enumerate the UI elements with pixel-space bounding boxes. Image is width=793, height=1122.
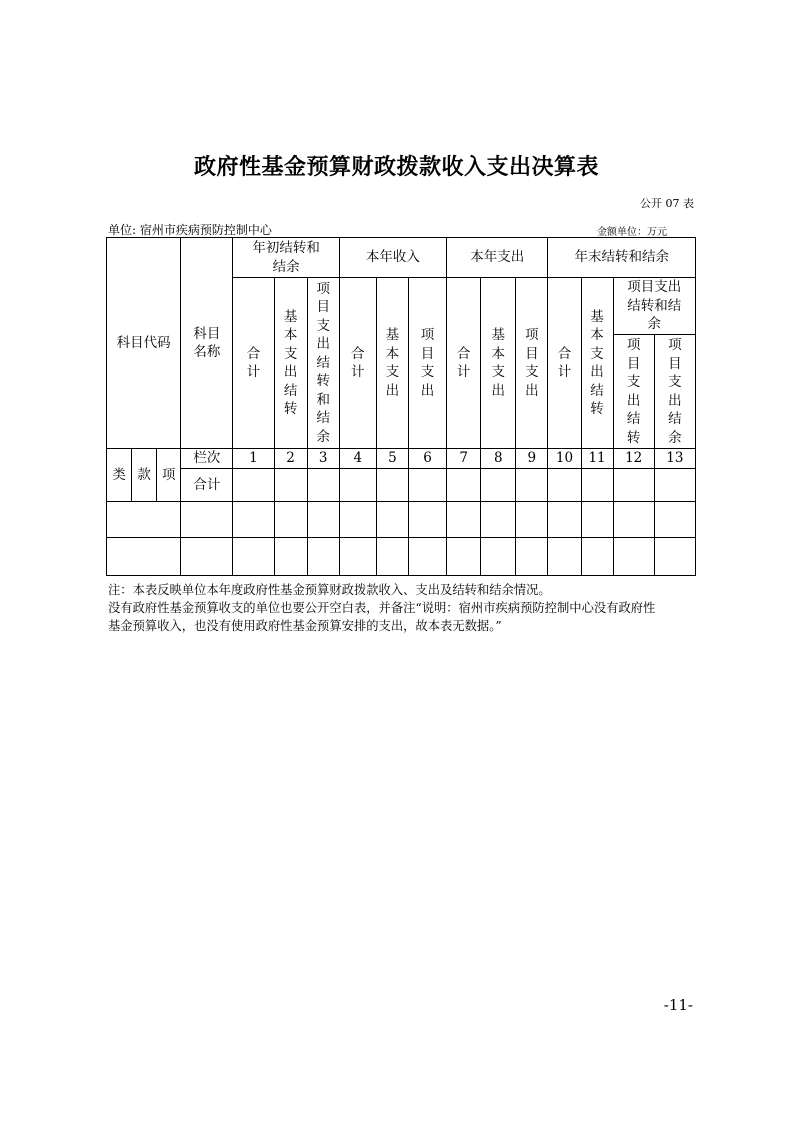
data-cell bbox=[408, 469, 446, 502]
column-number: 12 bbox=[613, 449, 654, 469]
header-group-income: 本年收入 bbox=[339, 238, 446, 278]
data-cell bbox=[274, 538, 307, 576]
data-cell bbox=[654, 502, 695, 538]
column-number: 1 bbox=[233, 449, 274, 469]
header-subject-code: 科目代码 bbox=[107, 238, 181, 449]
data-cell bbox=[516, 502, 548, 538]
header-end-project-surplus: 项目支出结余 bbox=[654, 335, 695, 449]
row-label-lanci: 栏次 bbox=[181, 449, 233, 469]
column-number: 9 bbox=[516, 449, 548, 469]
data-cell bbox=[274, 502, 307, 538]
table-row bbox=[107, 469, 696, 502]
header-expense-total: 合计 bbox=[447, 278, 481, 449]
data-cell bbox=[233, 469, 274, 502]
data-cell bbox=[408, 502, 446, 538]
header-expense-project: 项目支出 bbox=[516, 278, 548, 449]
data-cell bbox=[481, 538, 516, 576]
header-income-total: 合计 bbox=[339, 278, 376, 449]
data-cell bbox=[548, 538, 581, 576]
table-note bbox=[108, 581, 708, 635]
data-cell bbox=[274, 469, 307, 502]
data-cell bbox=[339, 502, 376, 538]
header-end-project-carry: 项目支出结转 bbox=[613, 335, 654, 449]
header-begin-total: 合计 bbox=[233, 278, 274, 449]
header-end-basic: 基本支出结转 bbox=[581, 278, 613, 449]
note-line: 注：本表反映单位本年度政府性基金预算财政拨款收入、支出及结转和结余情况。 bbox=[108, 583, 551, 597]
data-cell bbox=[307, 538, 339, 576]
data-cell bbox=[548, 502, 581, 538]
unit-label: 单位: 宿州市疾病预防控制中心 bbox=[108, 223, 272, 237]
column-number: 2 bbox=[274, 449, 307, 469]
code-xiang: 项 bbox=[157, 449, 181, 502]
header-end-total: 合计 bbox=[548, 278, 581, 449]
code-kuan: 款 bbox=[132, 449, 157, 502]
header-income-basic: 基本支出 bbox=[376, 278, 408, 449]
data-cell bbox=[307, 502, 339, 538]
data-cell bbox=[481, 502, 516, 538]
column-number: 5 bbox=[376, 449, 408, 469]
column-number: 11 bbox=[581, 449, 613, 469]
data-cell bbox=[339, 538, 376, 576]
data-cell bbox=[107, 538, 181, 576]
table-row bbox=[107, 449, 696, 469]
data-cell bbox=[408, 538, 446, 576]
table-row bbox=[107, 538, 696, 576]
header-expense-basic: 基本支出 bbox=[481, 278, 516, 449]
header-begin-project: 项目支出结转和结余 bbox=[307, 278, 339, 449]
data-cell bbox=[181, 538, 233, 576]
row-label-total: 合计 bbox=[181, 469, 233, 502]
data-cell bbox=[233, 502, 274, 538]
column-number: 4 bbox=[339, 449, 376, 469]
data-cell bbox=[376, 538, 408, 576]
data-cell bbox=[447, 502, 481, 538]
code-lei: 类 bbox=[107, 449, 132, 502]
data-cell bbox=[481, 469, 516, 502]
data-cell bbox=[376, 502, 408, 538]
data-cell bbox=[581, 538, 613, 576]
column-number: 13 bbox=[654, 449, 695, 469]
data-cell bbox=[516, 538, 548, 576]
fund-budget-table bbox=[106, 237, 696, 576]
data-cell bbox=[181, 502, 233, 538]
data-cell bbox=[516, 469, 548, 502]
data-cell bbox=[613, 538, 654, 576]
header-subject-name: 科目名称 bbox=[181, 238, 233, 449]
data-cell bbox=[581, 469, 613, 502]
header-end-project-group: 项目支出结转和结余 bbox=[613, 278, 695, 335]
data-cell bbox=[339, 469, 376, 502]
note-line: 基金预算收入，也没有使用政府性基金预算安排的支出，故本表无数据。” bbox=[108, 619, 502, 633]
page-number: -11- bbox=[663, 996, 693, 1014]
header-group-expense: 本年支出 bbox=[447, 238, 548, 278]
note-line: 没有政府性基金预算收支的单位也要公开空白表，并备注“说明：宿州市疾病预防控制中心没有政府性 bbox=[108, 601, 656, 615]
data-cell bbox=[654, 538, 695, 576]
data-cell bbox=[307, 469, 339, 502]
header-begin-basic: 基本支出结转 bbox=[274, 278, 307, 449]
form-number: 公开 07 表 bbox=[640, 197, 694, 210]
header-group-begin: 年初结转和结余 bbox=[233, 238, 339, 278]
column-number: 6 bbox=[408, 449, 446, 469]
column-number: 3 bbox=[307, 449, 339, 469]
data-cell bbox=[376, 469, 408, 502]
table-row bbox=[107, 502, 696, 538]
data-cell bbox=[548, 469, 581, 502]
header-income-project: 项目支出 bbox=[408, 278, 446, 449]
data-cell bbox=[447, 469, 481, 502]
header-group-end: 年末结转和结余 bbox=[548, 238, 696, 278]
data-cell bbox=[581, 502, 613, 538]
data-cell bbox=[107, 502, 181, 538]
column-number: 10 bbox=[548, 449, 581, 469]
data-cell bbox=[613, 469, 654, 502]
column-number: 7 bbox=[447, 449, 481, 469]
column-number: 8 bbox=[481, 449, 516, 469]
money-unit-label: 金额单位：万元 bbox=[597, 227, 667, 238]
data-cell bbox=[447, 538, 481, 576]
data-cell bbox=[233, 538, 274, 576]
page-title: 政府性基金预算财政拨款收入支出决算表 bbox=[193, 155, 599, 180]
data-cell bbox=[613, 502, 654, 538]
data-cell bbox=[654, 469, 695, 502]
